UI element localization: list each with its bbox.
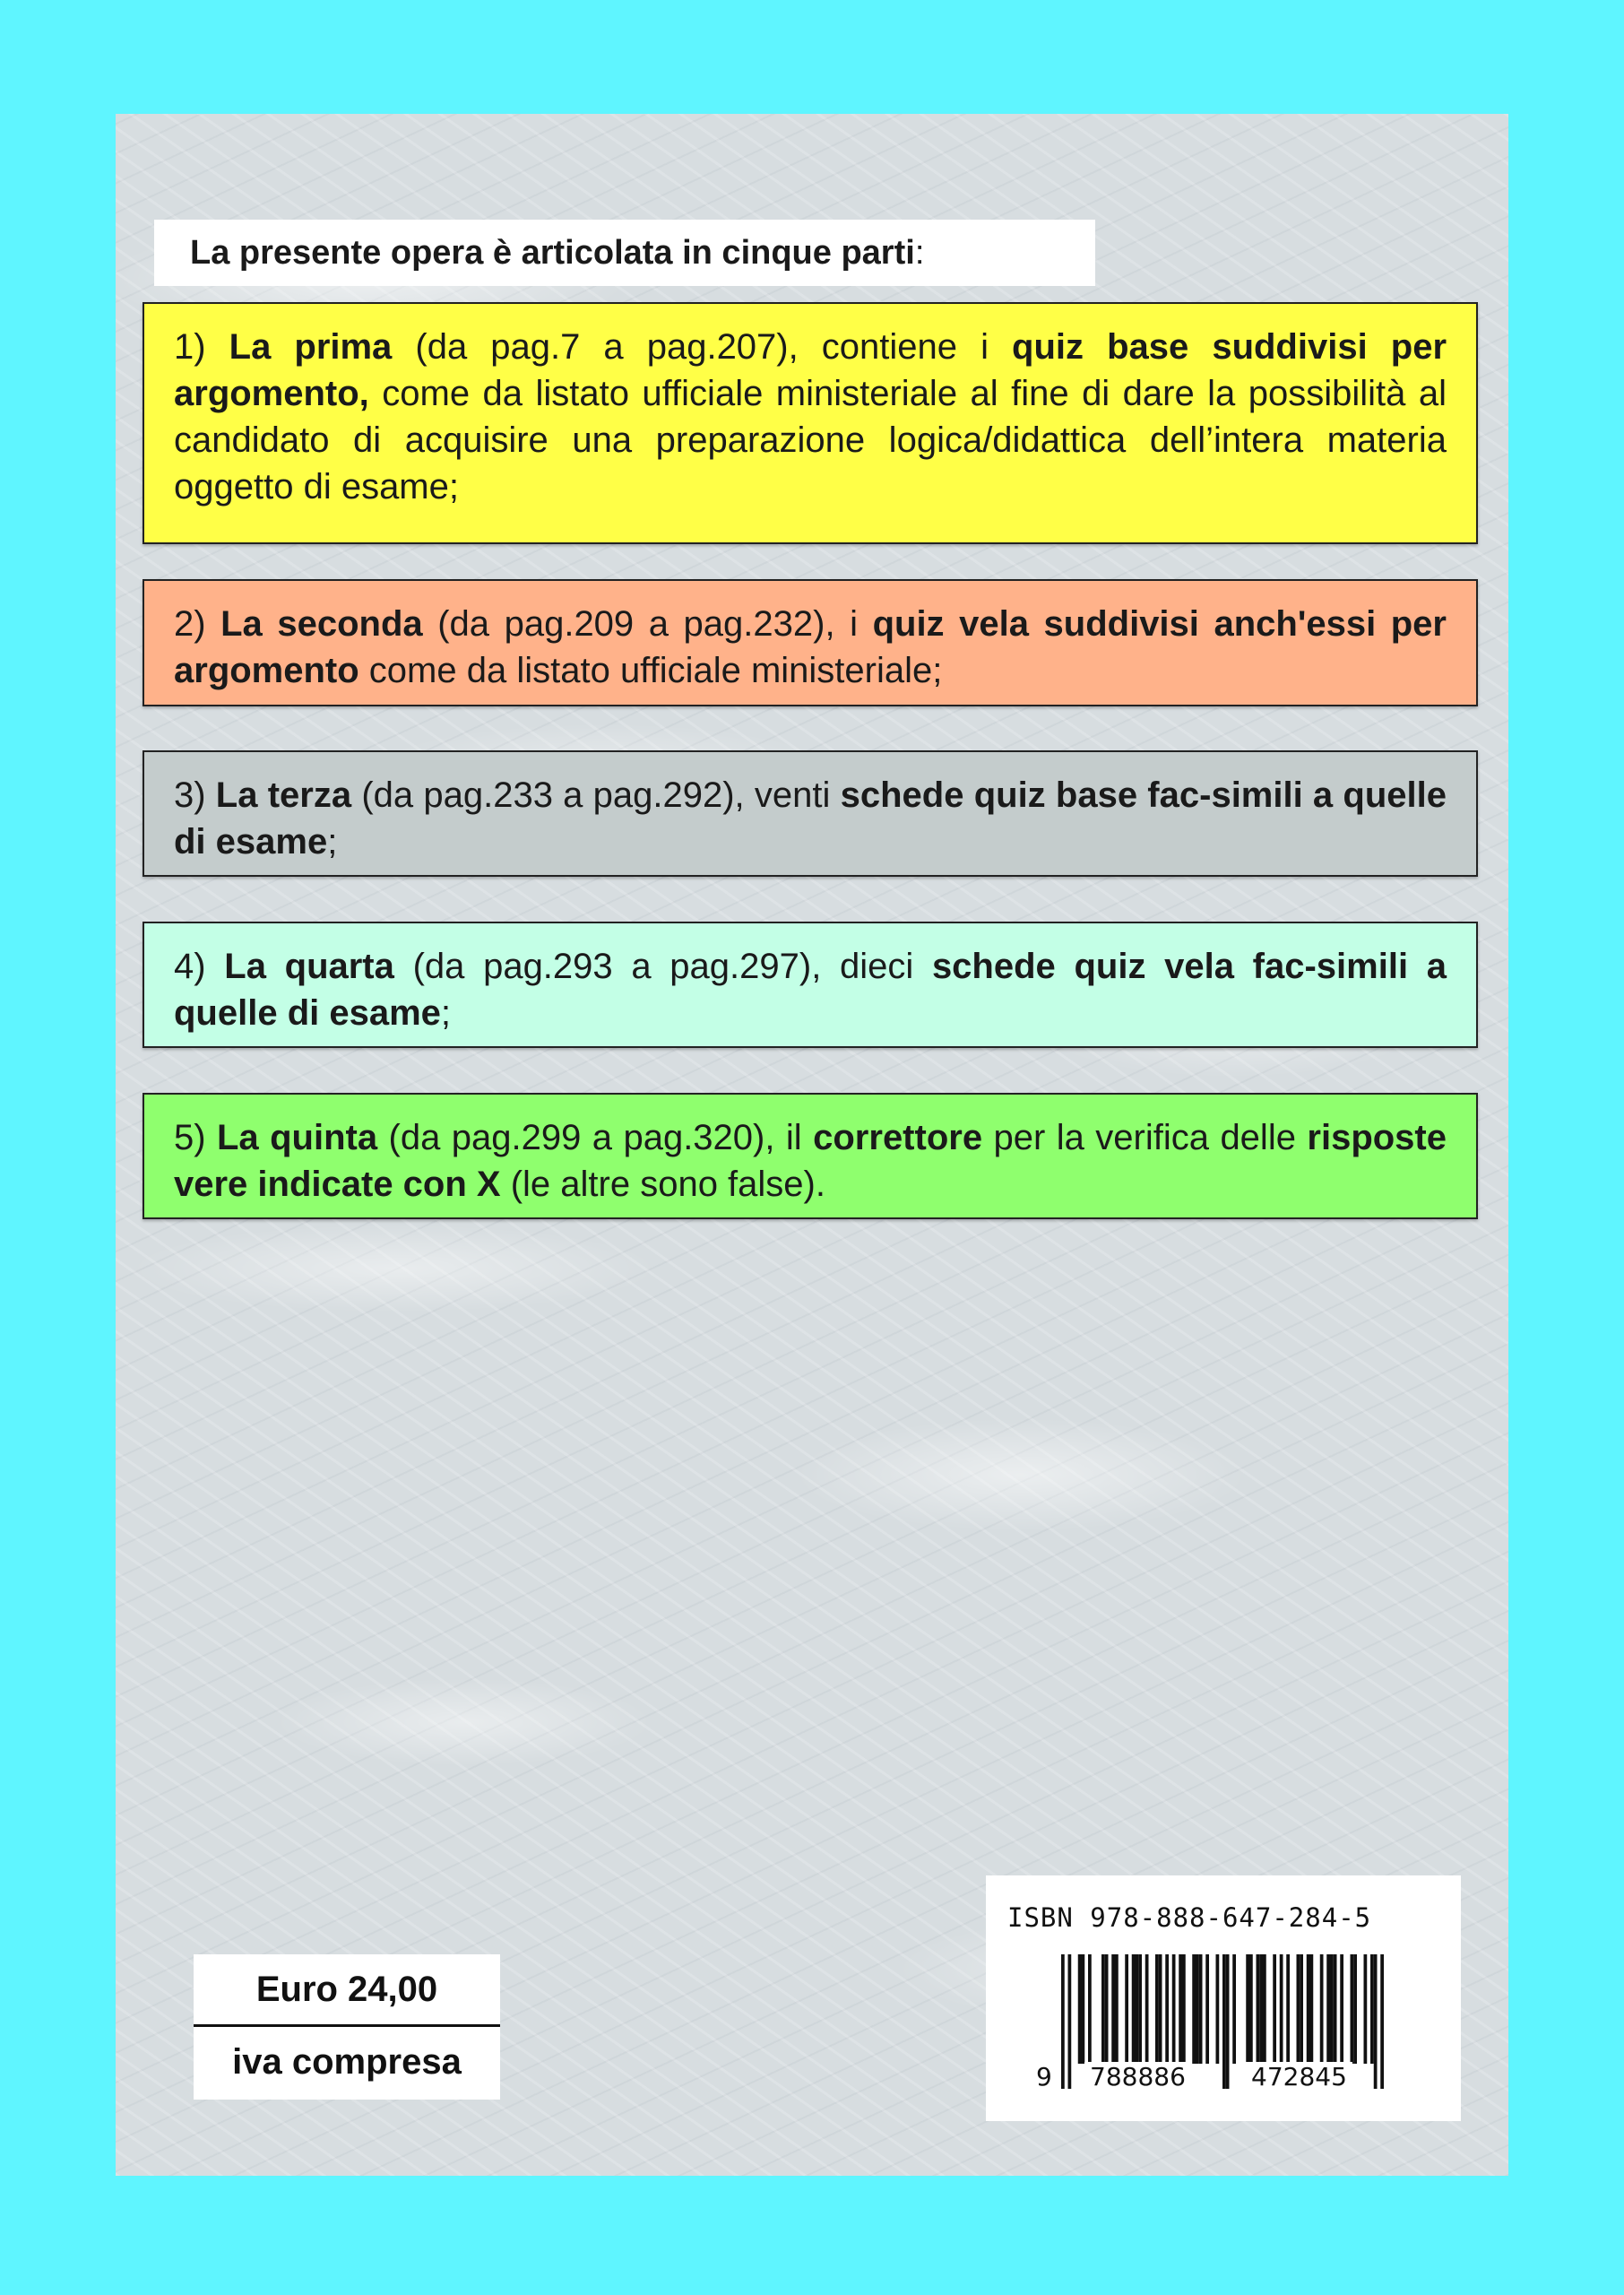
part-box-1: [143, 302, 1478, 544]
barcode-bar: [1326, 1954, 1330, 2064]
part-number: 1): [174, 327, 229, 367]
barcode-bar: [1125, 1954, 1128, 2064]
barcode-bar: [1192, 1954, 1196, 2064]
part-highlight-secondary: risposte vere indicate con X: [174, 1118, 1447, 1204]
barcode-bar: [1115, 1954, 1119, 2064]
part-highlight: correttore: [813, 1118, 983, 1157]
part-box-2: [143, 579, 1478, 706]
barcode-bar: [1155, 1954, 1159, 2064]
part-pages: (da pag.233 a pag.292), venti: [351, 775, 841, 815]
barcode-bar: [1286, 1954, 1290, 2064]
barcode-bar: [1205, 1954, 1209, 2064]
barcode-bar: [1280, 1954, 1283, 2064]
part-number: 4): [174, 947, 225, 986]
barcode-bar: [1182, 1954, 1186, 2064]
barcode-card: [986, 1875, 1461, 2121]
barcode-bar: [1078, 1954, 1082, 2064]
barcode-bar: [1232, 1954, 1236, 2064]
part-highlight: quiz vela suddivisi anch'essi per argomento: [174, 604, 1447, 690]
barcode-bar: [1136, 1954, 1139, 2064]
intro-colon: :: [914, 234, 925, 272]
isbn-text: ISBN 978-888-647-284-5: [1007, 1902, 1372, 1933]
barcode-bar: [1374, 1954, 1378, 2089]
barcode-bar: [1216, 1954, 1220, 2064]
barcode-bar: [1088, 1954, 1092, 2064]
intro-text: La presente opera è articolata in cinque parti: [190, 234, 915, 272]
barcode-bar: [1159, 1954, 1162, 2064]
barcode-bar: [1310, 1954, 1314, 2064]
part-title: La quarta: [224, 947, 394, 986]
part-title: La seconda: [220, 604, 423, 644]
barcode-bar: [1249, 1954, 1253, 2064]
barcode-bar: [1364, 1954, 1368, 2064]
part-box-5: [143, 1093, 1478, 1219]
part-pages: (da pag.209 a pag.232), i: [422, 604, 873, 644]
part-pages: (da pag.7 a pag.207), contiene i: [392, 327, 1013, 367]
part-number: 2): [174, 604, 221, 644]
part-pages: (da pag.299 a pag.320), il: [377, 1118, 814, 1157]
intro-heading: [154, 220, 1095, 286]
barcode-bar: [1297, 1954, 1300, 2064]
barcode-bar: [1068, 1954, 1072, 2089]
price-label: [194, 1954, 500, 2100]
barcode-bar: [1380, 1954, 1384, 2089]
part-title: La quinta: [217, 1118, 378, 1157]
part-highlight: quiz base suddivisi per argomento,: [174, 327, 1447, 413]
barcode-bar: [1179, 1954, 1182, 2064]
barcode-bar: [1246, 1954, 1249, 2064]
barcode-bar: [1082, 1954, 1085, 2064]
barcode-bar: [1353, 1954, 1357, 2064]
part-highlight: schede quiz vela fac-simili a quelle di esame: [174, 947, 1447, 1033]
barcode-bar: [1320, 1954, 1324, 2064]
barcode-bar: [1105, 1954, 1109, 2064]
barcode-bar: [1145, 1954, 1149, 2064]
barcode-bar: [1257, 1954, 1260, 2064]
barcode-bar: [1340, 1954, 1343, 2064]
part-description-end: (le altre sono false).: [500, 1165, 825, 1204]
part-description: come da listato ufficiale ministeriale al fine di dare la possibilità al candidato di acquisire una preparazione logica/didattica dell’intera materia oggetto di esame;: [174, 374, 1447, 507]
part-description: per la verifica delle: [982, 1118, 1308, 1157]
barcode-bar: [1196, 1954, 1199, 2064]
barcode-digits-left: 788886: [1084, 2062, 1191, 2092]
barcode-bar: [1199, 1954, 1203, 2064]
barcode-digit-first: 9: [1036, 2062, 1052, 2091]
barcode-bar: [1259, 1954, 1263, 2064]
barcode-bar: [1061, 1954, 1065, 2089]
barcode-bar: [1273, 1954, 1276, 2064]
barcode-bar: [1330, 1954, 1334, 2064]
barcode-bar: [1370, 1954, 1374, 2064]
barcode-bar: [1351, 1954, 1354, 2064]
part-number: 3): [174, 775, 216, 815]
barcode-bar: [1101, 1954, 1105, 2064]
part-box-4: [143, 922, 1478, 1048]
barcode-bar: [1226, 1954, 1230, 2089]
barcode-bar: [1172, 1954, 1176, 2064]
barcode-bar: [1263, 1954, 1266, 2064]
barcode-bar: [1165, 1954, 1169, 2064]
barcode-digits-right: 472845: [1246, 2062, 1352, 2092]
part-title: La terza: [215, 775, 352, 815]
part-pages: (da pag.293 a pag.297), dieci: [393, 947, 932, 986]
barcode-bar: [1334, 1954, 1337, 2064]
barcode-bar: [1132, 1954, 1136, 2064]
part-description: come da listato ufficiale ministeriale;: [358, 651, 943, 690]
part-highlight: schede quiz base fac-simili a quelle di esame: [174, 775, 1447, 862]
part-number: 5): [174, 1118, 217, 1157]
barcode-bar: [1222, 1954, 1226, 2089]
barcode-bar: [1111, 1954, 1115, 2064]
barcode-bar: [1300, 1954, 1303, 2064]
price-amount: Euro 24,00: [255, 1970, 438, 2009]
part-description: ;: [440, 993, 452, 1033]
barcode-bar: [1307, 1954, 1310, 2064]
barcode-bar: [1138, 1954, 1142, 2064]
part-description: ;: [327, 822, 338, 862]
price-tax-note: iva compresa: [232, 2042, 462, 2082]
part-title: La prima: [229, 327, 393, 367]
part-box-3: [143, 750, 1478, 877]
